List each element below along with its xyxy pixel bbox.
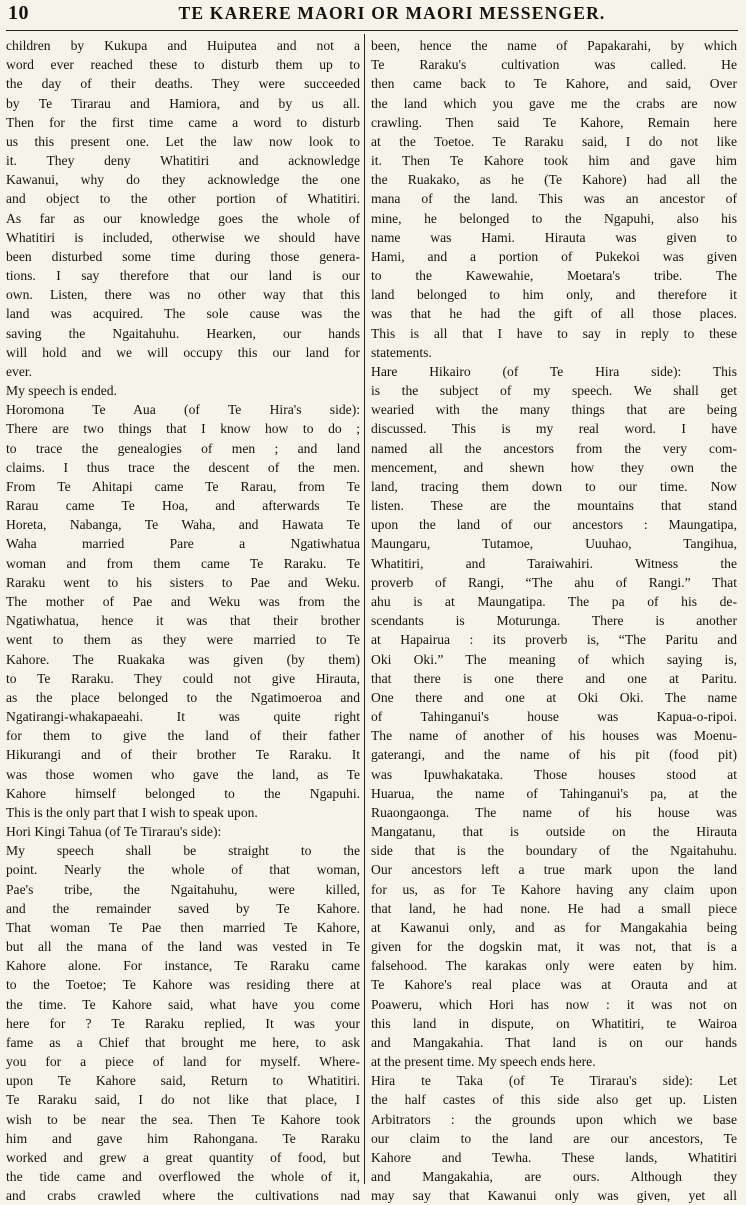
text-line: Arbitrators : the grounds upon which we base	[371, 1111, 737, 1127]
text-line: it. Then Te Kahore took him and gave him	[371, 153, 737, 169]
text-line: is the subject of my speech. We shall get	[371, 383, 737, 399]
text-line: wearied with the many things that are being	[371, 402, 737, 418]
text-line: point. Nearly the whole of that woman,	[6, 862, 360, 878]
text-line: Huarua, the name of Tahinganui's pa, at the	[371, 785, 737, 801]
text-line: There are two things that I know how to do ;	[6, 421, 360, 437]
text-line: been, hence the name of Papakarahi, by which	[371, 38, 737, 53]
text-line: Mangatanu, that is outside on the Hirauta	[371, 824, 737, 840]
text-line: Horeta, Nabanga, Te Waha, and Hawata Te	[6, 517, 360, 533]
text-line: by Te Tirarau and Hamiora, and by us all.	[6, 95, 360, 111]
column-divider	[364, 34, 365, 1184]
text-line: worked and grew a great quantity of food, but	[6, 1149, 360, 1165]
text-line: for them to give the land of their father	[6, 728, 360, 744]
text-line: Te Raraku's cultivation was called. He	[371, 57, 737, 73]
text-line: saving the Ngaitahuhu. Hearken, our hands	[6, 325, 360, 341]
text-line: to Te Raraku. They could not give Hirauta,	[6, 670, 360, 686]
text-line: us this present one. Let the law now look to	[6, 133, 360, 149]
text-line: Hori Kingi Tahua (of Te Tirarau's side):	[6, 824, 222, 840]
text-line: went to them as they were married to Te	[6, 632, 360, 648]
text-line: was those women who gave the land, as Te	[6, 766, 360, 782]
text-line: scendants is Moturunga. There is another	[371, 613, 737, 629]
text-line: as the place belonged to the Ngatimoeroa and	[6, 689, 360, 705]
text-line: you for a piece of land for myself. Where-	[6, 1054, 360, 1070]
text-line: statements.	[371, 344, 432, 360]
text-line: may say that Kawanui only was given, yet all	[371, 1188, 737, 1204]
text-line: Pae's tribe, the Ngaitahuhu, were killed,	[6, 881, 360, 897]
text-line: Kawanui, why do they acknowledge the one	[6, 172, 360, 188]
text-line: and object to the other portion of Whatitiri.	[6, 191, 360, 207]
text-line: gaterangi, and the name of his pit (food pit)	[371, 747, 737, 763]
text-line: crawling. Then said Te Kahore, Remain here	[371, 114, 737, 130]
text-line: Hira te Taka (of Te Tirarau's side): Let	[371, 1073, 737, 1089]
text-line: that there is one there and one at Paritu.	[371, 670, 737, 686]
text-line: mana of the land. This was an ancestor of	[371, 191, 737, 207]
text-line: it. They deny Whatitiri and acknowledge	[6, 153, 360, 169]
text-line: and crabs crawled where the cultivations nad	[6, 1188, 360, 1204]
text-line: mine, he belonged to the Ngapuhi, also his	[371, 210, 737, 226]
page-header	[6, 0, 738, 31]
left-column	[6, 36, 360, 1205]
text-line: will hold and we will occupy this our land for	[6, 344, 360, 360]
text-line: children by Kukupa and Huiputea and not a	[6, 38, 360, 53]
text-line: Maungaru, Tutamoe, Uuuhao, Tangihua,	[371, 536, 737, 552]
text-line: the day of their deaths. They were succeeded	[6, 76, 360, 92]
text-line: listen. These are the mountains that stand	[371, 498, 737, 514]
text-line: Whatitiri is included, otherwise we should have	[6, 229, 360, 245]
page-number: 10	[8, 2, 29, 24]
text-line: at the present time. My speech ends here.	[371, 1054, 596, 1070]
text-line: This is the only part that I wish to speak upon.	[6, 804, 258, 820]
text-line: This is all that I have to say in reply to these	[371, 325, 737, 341]
text-line: was Ipuwhakataka. Those houses stood at	[371, 766, 737, 782]
text-line: Oki Oki.” The meaning of which saying is,	[371, 651, 737, 667]
text-line: My speech is ended.	[6, 383, 117, 399]
text-line: Whatitiri, and Taraiwahiri. Witness the	[371, 555, 737, 571]
text-line: given for the dogskin mat, it was not, that is a	[371, 939, 737, 955]
text-line: Then for the first time came a word to disturb	[6, 114, 360, 130]
text-line: From Te Ahitapi came Te Rarau, from Te	[6, 478, 360, 494]
text-line: word ever reached these to disturb them up to	[6, 57, 360, 73]
text-line: Hikurangi and of their brother Te Raraku. It	[6, 747, 360, 763]
text-line: Kahore and Tewha. These lands, Whatitiri	[371, 1149, 737, 1165]
text-line: upon the land of our ancestors : Maungatipa,	[371, 517, 737, 533]
text-line: side that is the boundary of the Ngaitahuhu.	[371, 843, 737, 859]
text-line: Hare Hikairo (of Te Hira side): This	[371, 363, 737, 379]
text-line: named all the ancestors from the very com-	[371, 440, 737, 456]
text-line: ever.	[6, 363, 33, 379]
text-line: Hami, and a portion of Pukekoi was given	[371, 248, 737, 264]
text-line: Kahore himself belonged to the Ngapuhi.	[6, 785, 360, 801]
text-line: fame as a Chief that brought me here, to ask	[6, 1034, 360, 1050]
text-line: claims. I thus trace the descent of the men.	[6, 459, 360, 475]
text-line: and Mangakahia. That land is on our hands	[371, 1034, 737, 1050]
text-line: at Hapairua : its proverb is, “The Paritu and	[371, 632, 737, 648]
text-line: Our ancestors left a true mark upon the land	[371, 862, 737, 878]
text-line: own. Listen, there was no other way that this	[6, 287, 360, 303]
text-line: That woman Te Pae then married Te Kahore,	[6, 919, 360, 935]
text-line: woman and from them came Te Raraku. Te	[6, 555, 360, 571]
text-line: Horomona Te Aua (of Te Hira's side):	[6, 402, 360, 418]
text-line: discussed. This is my real word. I have	[371, 421, 737, 437]
text-line: Rarau came Te Hoa, and afterwards Te	[6, 498, 360, 514]
text-line: Ngatirangi-whakapaeahi. It was quite right	[6, 709, 360, 725]
text-line: My speech shall be straight to the	[6, 843, 360, 859]
text-line: Waha married Pare a Ngatiwhatua	[6, 536, 360, 552]
text-line: ahu is at Maungatipa. The pa of his de-	[371, 593, 737, 609]
text-line: then came back to Te Kahore, and said, Over	[371, 76, 737, 92]
text-line: Poaweru, which Hori has now : it was not on	[371, 996, 737, 1012]
text-line: name was Hami. Hirauta was given to	[371, 229, 737, 245]
text-line: was that he had the gift of all those places.	[371, 306, 737, 322]
text-line: the half castes of this side also get up. Listen	[371, 1092, 737, 1108]
text-line: that land, he had none. He had a small piece	[371, 900, 737, 916]
text-line: Raraku went to his sisters to Pae and Weku.	[6, 574, 360, 590]
text-line: for us, as for Te Kahore having any claim upon	[371, 881, 737, 897]
text-line: Kahore. The Ruakaka was given (by them)	[6, 651, 360, 667]
text-line: and the remainder saved by Te Kahore.	[6, 900, 360, 916]
text-line: the land which you gave me the crabs are now	[371, 95, 737, 111]
text-line: the time. Te Kahore said, what have you come	[6, 996, 360, 1012]
right-column	[371, 36, 737, 1205]
text-line: land, tracing them down to our time. Now	[371, 478, 737, 494]
text-line: land belonged to him only, and therefore it	[371, 287, 737, 303]
text-line: Te Kahore's real place was at Orauta and at	[371, 977, 737, 993]
text-line: of Tahinganui's house was Kapua-o-ripoi.	[371, 709, 737, 725]
text-line: wish to be near the sea. Then Te Kahore took	[6, 1111, 360, 1127]
text-line: land was acquired. The sole cause was the	[6, 306, 360, 322]
text-line: to the Toetoe; Te Kahore was residing there at	[6, 977, 360, 993]
text-line: mencement, and shewn how they own the	[371, 459, 737, 475]
text-line: As far as our knowledge goes the whole of	[6, 210, 360, 226]
text-line: here for ? Te Raraku replied, It was your	[6, 1015, 360, 1031]
text-line: Ngatiwhatua, hence it was that their brother	[6, 613, 360, 629]
text-line: One there and one at Oki Oki. The name	[371, 689, 737, 705]
text-line: the Ruakako, as he (Te Kahore) had all the	[371, 172, 737, 188]
text-line: upon Te Kahore said, Return to Whatitiri.	[6, 1073, 360, 1089]
text-line: this land in dispute, on Whatitiri, te Wairoa	[371, 1015, 737, 1031]
text-line: Kahore alone. For instance, Te Raraku came	[6, 958, 360, 974]
text-line: at Kawanui only, and as for Mangakahia being	[371, 919, 737, 935]
text-line: Ruaongaonga. The name of his house was	[371, 804, 737, 820]
text-line: Te Raraku said, I do not like that place, I	[6, 1092, 360, 1108]
text-line: our claim to the land are our ancestors, Te	[371, 1130, 737, 1146]
text-line: him and gave him Rahongana. Te Raraku	[6, 1130, 360, 1146]
text-line: but all the mana of the land was vested in Te	[6, 939, 360, 955]
running-title: TE KARERE MAORI OR MAORI MESSENGER.	[178, 3, 606, 23]
text-line: falsehood. The karakas only were eaten by him.	[371, 958, 737, 974]
text-line: The mother of Pae and Weku was from the	[6, 593, 360, 609]
text-line: The name of another of his houses was Moenu-	[371, 728, 737, 744]
text-line: proverb of Rangi, “The ahu of Rangi.” That	[371, 574, 737, 590]
text-line: at the Toetoe. Te Raraku said, I do not like	[371, 133, 737, 149]
text-line: tions. I say therefore that our land is our	[6, 268, 360, 284]
text-line: and Mangakahia, are ours. Although they	[371, 1169, 737, 1185]
text-line: to the Kawewahie, Moetara's tribe. The	[371, 268, 737, 284]
text-line: to trace the genealogies of men ; and land	[6, 440, 360, 456]
text-line: been disturbed some time during those genera-	[6, 248, 360, 264]
text-line: the tide came and overflowed the whole of it,	[6, 1169, 360, 1185]
